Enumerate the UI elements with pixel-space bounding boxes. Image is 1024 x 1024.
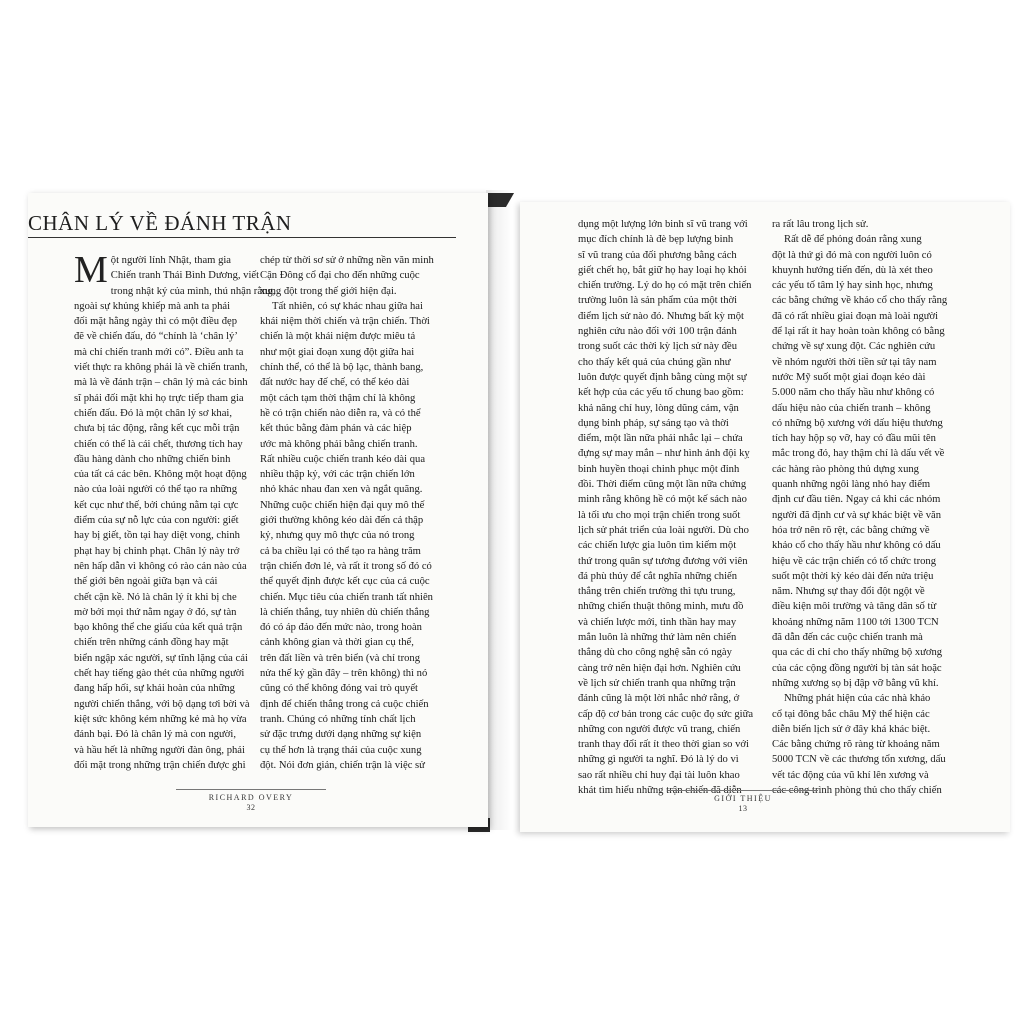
text-line: để lại rất ít hay hoàn toàn không có bằng: [772, 326, 945, 338]
text-line: mắn luôn là những thứ làm nên chiến: [578, 632, 737, 644]
text-line: thứ trong quân sự tương đương với viên: [578, 555, 748, 567]
text-line: chiến là một khái niệm được miêu tả: [260, 331, 416, 343]
text-line: dụng binh pháp, sự sáng tạo và thời: [578, 417, 729, 429]
text-line: chưa bị tác động, rằng kết cục mỗi trận: [74, 423, 240, 435]
text-line: sĩ vũ trang của đối phương bằng cách: [578, 249, 737, 261]
text-line: sử đặc trưng dưới dạng những sự kiện: [260, 729, 422, 741]
text-line: và hầu hết là những người đàn ông, phải: [74, 744, 245, 756]
text-line: những gì người ta nghĩ. Đó là lý do vì: [578, 754, 739, 766]
text-line: điểm lịch sử nào đó. Nhưng bất kỳ một: [578, 310, 744, 322]
text-line: những xương sọ bị đập vỡ bằng vũ khí.: [772, 677, 939, 689]
text-line: và chiến lược mới, tinh thần hay may: [578, 616, 737, 628]
text-line: xung đột trong thế giới hiện đại.: [260, 285, 397, 297]
text-line: đột là thứ gì đó mà con người luôn có: [772, 249, 932, 261]
text-line: mục đích chính là đè bẹp lượng binh: [578, 234, 734, 246]
text-line: các bằng chứng về khảo cổ cho thấy rằng: [772, 295, 948, 307]
text-line: nghiên cứu nào đối với 100 trận đánh: [578, 326, 737, 338]
text-line: mờ bởi mọi thứ nằm ngay ở đó, sự tàn: [74, 606, 237, 618]
text-line: khảo cổ cho thấy hầu như không có dấu: [772, 540, 941, 552]
running-footer-chapter: GIỚI THIỆU: [714, 794, 772, 803]
text-line: đối mặt trong những trận chiến được ghi: [74, 759, 246, 771]
text-line: đối mặt hằng ngày thì có một điều đẹp: [74, 316, 237, 328]
text-line: dụng một lượng lớn binh sĩ vũ trang với: [578, 219, 748, 230]
text-line: sao rất nhiều chỉ huy đại tài luôn khao: [578, 769, 740, 781]
text-line: đẽ về chiến đấu, đó “chính là ‘chân lý’: [74, 331, 238, 343]
text-line: cả ba chiều lại có thể tạo ra hàng trăm: [260, 545, 421, 557]
text-line: khát tìm hiểu những trận chiến đã diễn: [578, 784, 742, 796]
chapter-title: CHÂN LÝ VỀ ĐÁNH TRẬN: [28, 211, 292, 235]
text-line: càng trở nên hiện đại hơn. Nghiên cứu: [578, 662, 741, 674]
left-page: [28, 193, 488, 827]
text-line: chiến. Mục tiêu của chiến tranh tất nhiên: [260, 591, 433, 603]
text-line: hiệu về các trận chiến có tổ chức trong: [772, 555, 936, 567]
text-line: dấu hiệu nào của chiến tranh – không: [772, 402, 931, 414]
text-line: đá phù thủy để cắt nghĩa những chiến: [578, 570, 738, 582]
text-line: thắng trên chiến trường thì tựu trung,: [578, 586, 736, 598]
text-line: chứng về sự xung đột. Các nghiên cứu: [772, 341, 936, 353]
text-line: cho thấy kết quả của chúng gần như: [578, 356, 731, 368]
text-line: giới thường không kéo dài đến cả thập: [260, 515, 424, 527]
text-line: binh huyền thoại chinh phục một đỉnh: [578, 463, 740, 475]
text-line: đó có áp đảo đến mức nào, trong hoàn: [260, 622, 422, 634]
right-column-2: [772, 217, 992, 798]
text-line: khả năng chỉ huy, lòng dũng cảm, vận: [578, 402, 739, 414]
text-line: chiến trên những cánh đồng hay mặt: [74, 637, 229, 649]
text-line: đánh bại. Đó là chân lý mà con người,: [74, 729, 236, 741]
text-line: các yếu tố tâm lý hay sinh học, nhưng: [772, 280, 933, 292]
text-line: vết tác động của vũ khí lên xương và: [772, 769, 929, 781]
text-line: mắc trong đó, hay thậm chí là dấu vết về: [772, 448, 945, 460]
text-line: đánh cũng là một lời nhắc nhở rằng, ở: [578, 693, 740, 705]
text-line: nhỏ khác nhau đan xen và ngắt quãng.: [260, 484, 423, 496]
left-footer: [176, 793, 326, 812]
text-line: chết cận kề. Nó là chân lý ít khi bị che: [74, 591, 237, 603]
text-line: giết chết họ, bắt giữ họ hay loại họ khỏi: [578, 264, 747, 276]
text-line: nên hấp dẫn vì không có rào cản nào của: [74, 560, 247, 572]
text-line: ngoài sự khủng khiếp mà anh ta phải: [74, 300, 231, 312]
left-column-2: [260, 253, 465, 773]
right-column-1: [578, 217, 784, 798]
text-line: các chiến lược gia luôn tìm kiếm một: [578, 540, 737, 552]
text-line: điều kiện môi trường và tăng dân số từ: [772, 601, 937, 613]
text-line: cụ thể hơn là trạng thái của cuộc xung: [260, 744, 422, 756]
page-gutter: [486, 190, 512, 830]
footer-rule: [176, 789, 326, 790]
page-number: 32: [246, 803, 256, 812]
title-rule: [28, 237, 456, 238]
text-line: khuynh hướng tiến đến, dù là xét theo: [772, 264, 933, 276]
text-line: hay bị giết, tồn tại hay diệt vong, chinh: [74, 530, 240, 542]
text-line: ước mà không phải bằng chiến tranh.: [260, 438, 418, 450]
text-line: cũng có thể không đóng vai trò quyết: [260, 683, 418, 695]
text-line: năm. Nhưng sự thay đổi đột ngột về: [772, 586, 925, 598]
text-line: Cận Đông cổ đại cho đến những cuộc: [260, 270, 420, 282]
text-line: người đã định cư và sự khác biệt về văn: [772, 509, 942, 521]
text-line: suốt một thời kỳ kéo dài đến nửa triệu: [772, 570, 934, 582]
text-line: cấp độ cơ bản trong các cuộc đọ sức giữa: [578, 708, 754, 720]
drop-cap: M: [74, 249, 108, 291]
text-line: trường luôn là sản phẩm của một thời: [578, 295, 738, 307]
text-line: điểm, một lần nữa phải nhắc lại – chứa: [578, 433, 743, 445]
text-line: kết thúc bằng đàm phán và các hiệp: [260, 423, 412, 435]
text-line: hề có trận chiến nào diễn ra, và có thể: [260, 407, 421, 419]
text-line: chết hay tiếng gào thét của những người: [74, 668, 245, 680]
text-line: tranh. Chúng có những tính chất lịch: [260, 713, 416, 725]
text-line: người chiến thắng, với bộ dạng tơi bời và: [74, 698, 250, 710]
text-line: nhiều thập kỷ, với các trận chiến lớn: [260, 469, 415, 481]
text-line: Rất nhiều cuộc chiến tranh kéo dài qua: [260, 453, 426, 465]
text-line: cảnh không gian và thời gian cụ thể,: [260, 637, 414, 649]
text-line: đã có rất nhiều giai đoạn mà loài người: [772, 310, 939, 322]
text-line: cổ tại đông bắc châu Mỹ thể hiện các: [772, 708, 930, 720]
text-line: luôn được quyết định bằng cùng một sự: [578, 371, 747, 383]
running-footer-author: RICHARD OVERY: [208, 793, 294, 802]
text-line: kỷ, nhưng quy mô thực của nó trong: [260, 530, 415, 542]
text-line: Rất dễ để phỏng đoán rằng xung: [784, 234, 922, 246]
text-line: mà là về đánh trận – chân lý mà các binh: [74, 377, 248, 389]
text-line: trận chiến đơn lẻ, và rất ít trong số đó có: [260, 560, 432, 572]
text-line: kết hợp của các yếu tố chung bao gồm:: [578, 387, 744, 399]
text-line: nửa thế kỷ gần đây – trên không) thì nó: [260, 668, 428, 680]
text-line: trong suốt các thời kỳ lịch sử này đều: [578, 341, 738, 353]
text-line: sĩ phải đối mặt khi họ trực tiếp tham gia: [74, 392, 244, 404]
text-line: điểm của sự nỗ lực của con người: giết: [74, 515, 239, 527]
text-line: các hàng rào phòng thủ dựng xung: [772, 463, 919, 475]
text-line: phạt hay bị chinh phạt. Chân lý này trở: [74, 545, 240, 557]
text-line: là chiến thắng, tuy nhiên dù chiến thắng: [260, 606, 430, 618]
text-line: đất nước hay đế chế, có thể kéo dài: [260, 377, 410, 389]
text-line: minh rằng không hề có một kế sách nào: [578, 494, 747, 506]
text-line: đột. Nói đơn giản, chiến trận là việc sử: [260, 759, 425, 771]
text-line: đồi. Thời điểm cũng một lần nữa chứng: [578, 479, 747, 491]
text-line: mà chỉ chiến tranh mới có”. Điều anh ta: [74, 346, 244, 358]
text-line: như một giai đoạn xung đột giữa hai: [260, 346, 415, 358]
right-page: [520, 202, 1010, 832]
text-line: đang hấp hối, sự khải hoàn của những: [74, 683, 235, 695]
text-line: biển ngập xác người, sự tĩnh lặng của cái: [74, 652, 248, 664]
text-line: 5000 TCN về các thương tổn xương, dấu: [772, 754, 946, 766]
text-line: chiến có thể là cái chết, thương tích hay: [74, 438, 243, 450]
text-line: đầu hàng dành cho những chiến binh: [74, 453, 231, 465]
text-line: lịch sử phát triển của loài người. Dù cho: [578, 524, 749, 536]
text-line: ột người lính Nhật, tham gia: [110, 255, 232, 266]
left-column-1: [74, 249, 276, 773]
text-line: Các bằng chứng rõ ràng từ khoảng năm: [772, 739, 940, 751]
text-line: Chiến tranh Thái Bình Dương, viết: [110, 270, 260, 282]
text-line: khái niệm thời chiến và trận chiến. Thời: [260, 316, 430, 328]
text-line: những chiến thuật thông minh, mưu đồ: [578, 601, 744, 613]
text-line: chép từ thời sơ sử ở những nền văn minh: [260, 255, 434, 266]
text-line: định cư đầu tiên. Ngay cả khi các nhóm: [772, 494, 941, 506]
text-line: quanh những ngôi làng nhỏ hay điểm: [772, 479, 931, 491]
text-line: tranh thay đổi rất ít theo thời gian so với: [578, 739, 749, 751]
text-line: qua các di chỉ cho thấy những bộ xương: [772, 647, 943, 659]
text-line: chiến đấu. Đó là một chân lý sơ khai,: [74, 407, 232, 419]
text-line: thế giới bên ngoài giữa bạn và cái: [74, 576, 218, 588]
text-line: khoảng những năm 1100 tới 1300 TCN: [772, 616, 939, 628]
right-footer: [668, 794, 818, 813]
text-line: đựng sự may mắn – như hình ảnh đội kỵ: [578, 448, 750, 460]
text-line: kiệt sức không kém những kẻ mà họ vừa: [74, 713, 247, 725]
text-line: viết thực ra không phải là về chiến tranh,: [74, 362, 248, 374]
text-line: Những phát hiện của các nhà khảo: [784, 693, 931, 705]
text-line: kết cục như thế, bởi chúng nằm tại cực: [74, 499, 239, 511]
text-line: trên đất liền và trên biển (và chỉ trong: [260, 652, 421, 664]
text-line: 5.000 năm cho thấy hầu như không có: [772, 387, 935, 399]
text-line: trong nhật ký của mình, thú nhận rằng,: [110, 285, 276, 297]
text-line: chính thể, có thể là bộ lạc, thành bang,: [260, 362, 424, 374]
text-line: về nhóm người thời tiền sử tại tây nam: [772, 356, 937, 368]
text-line: về lịch sử chiến tranh qua những trận: [578, 677, 736, 689]
text-line: ra rất lâu trong lịch sử.: [772, 219, 869, 230]
page-number: 13: [738, 804, 748, 813]
text-line: Những cuộc chiến hiện đại quy mô thế: [260, 499, 425, 511]
text-line: thắng dù cho công nghệ sẵn có ngày: [578, 647, 732, 659]
text-line: tích hay hộp sọ vỡ, hay có đầu mũi tên: [772, 433, 936, 445]
text-line: một cách tạm thời thậm chí là không: [260, 392, 416, 404]
text-line: chiến trường. Lý do họ có mặt trên chiến: [578, 280, 752, 292]
text-line: nước Mỹ suốt một giai đoạn kéo dài: [772, 371, 926, 383]
text-line: của các cộng đồng người bị tàn sát hoặc: [772, 662, 942, 674]
text-line: Tất nhiên, có sự khác nhau giữa hai: [272, 300, 423, 312]
text-line: thể quyết định được kết cục của cả cuộc: [260, 576, 430, 588]
text-line: là tối ưu cho mọi trận chiến trong suốt: [578, 509, 741, 521]
text-line: định để chiến thắng trong cả cuộc chiến: [260, 698, 429, 710]
text-line: của tất cả các bên. Không một hoạt động: [74, 469, 247, 481]
text-line: đã dẫn đến các cuộc chiến tranh mà: [772, 632, 923, 644]
text-line: các công trình phòng thủ cho thấy chiến: [772, 784, 942, 796]
text-line: có những bộ xương với dấu hiệu thương: [772, 417, 943, 429]
text-line: hóa trở nên rõ rệt, các bằng chứng về: [772, 524, 930, 536]
text-line: những con người được vũ trang, chiến: [578, 723, 741, 735]
footer-rule: [668, 790, 818, 791]
text-line: bạo không thể che giấu của kết quả trận: [74, 622, 243, 634]
text-line: diễn biến lịch sử ở đây khá khác biệt.: [772, 723, 931, 735]
text-line: nào của loài người có thể tạo ra những: [74, 484, 237, 496]
